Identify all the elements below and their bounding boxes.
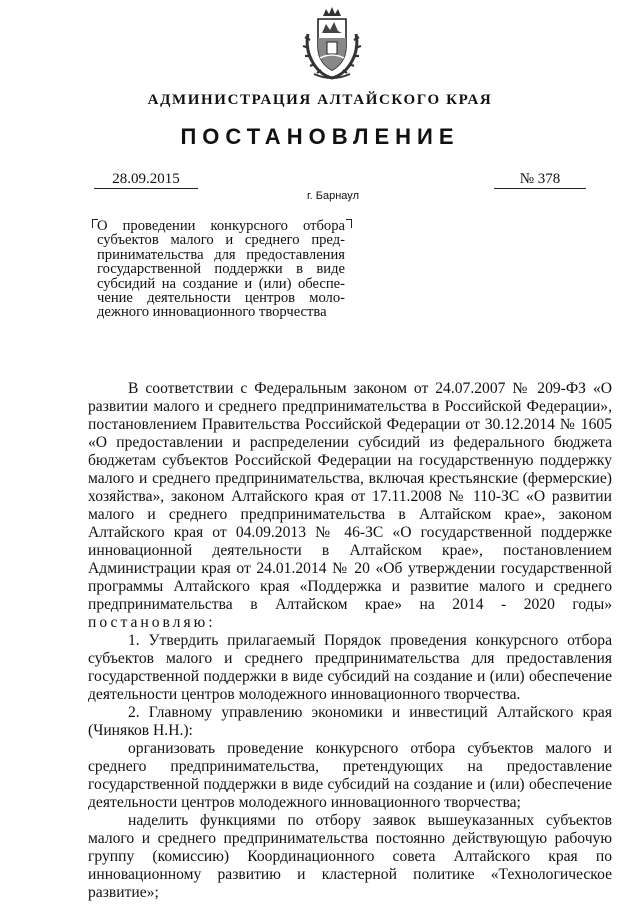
document-number: № 378 <box>494 170 586 189</box>
coat-of-arms-icon <box>296 6 368 82</box>
document-subject <box>97 219 345 320</box>
document-body <box>88 380 612 902</box>
subject-text: О проведении конкурсного отбора субъектов малого и среднего пред-принимательства для предоставления государственной поддержки в виде субсидий на создание и (или) обеспе-чение деятельности центров моло-дежного инновационного творчества <box>97 218 345 321</box>
body-paragraph-1 <box>88 380 612 632</box>
city-name: г. Барнаул <box>307 190 359 202</box>
body-paragraph-3: 2. Главному управлению экономики и инвестиций Алтайского края (Чиняков Н.Н.): <box>88 704 612 739</box>
body-paragraph-5: наделить функциями по отбору заявок вышеуказанных субъектов малого и среднего предпринимательства постоянно действующую рабочую группу (комиссию) Координационного совета Алтайского края по инновационному развитию и кластерной политике «Технологическое развитие»; <box>88 812 612 901</box>
organization-name: АДМИНИСТРАЦИЯ АЛТАЙСКОГО КРАЯ <box>147 92 493 108</box>
body-paragraph-1-text: В соответствии с Федеральным законом от 24.07.2007 № 209-ФЗ «О развитии малого и среднего предпринимательства в Российской Федерации», постановлением Правительства Российской Федерации от 30.12.2014 № 1605 «О предоставлении и распределении субсидий из федерального бюджета бюджетам субъектов Российской Федерации на государственную поддержку малого и среднего предпринимательства, включая крестьянские (фермерские) хозяйства», законом Алтайского края от 17.11.2008 № 110-ЗС «О развитии малого и среднего предпринимательства в Алтайском крае», законом Алтайского края от 04.09.2013 № 46-ЗС «О государственной поддержке инновационной деятельности в Алтайском крае», постановлением Администрации края от 24.01.2014 № 20 «Об утверждении государственной программы Алтайского края «Поддержка и развитие малого и среднего предпринимательства в Алтайском крае» на 2014 - 2020 годы» <box>88 380 612 613</box>
document-date: 28.09.2015 <box>94 170 198 189</box>
body-paragraph-4: организовать проведение конкурсного отбора субъектов малого и среднего предпринимательства, претендующих на предоставление государственной поддержки в виде субсидий на создание и (или) обеспечение деятельности центров молодежного инновационного творчества; <box>88 740 612 811</box>
body-paragraph-2: 1. Утвердить прилагаемый Порядок проведения конкурсного отбора субъектов малого и среднего предпринимательства для предоставления государственной поддержки в виде субсидий на создание и (или) обеспечение деятельности центров молодежного инновационного творчества. <box>88 632 612 703</box>
document-type: ПОСТАНОВЛЕНИЕ <box>180 124 460 149</box>
resolution-keyword: постановляю: <box>88 614 216 631</box>
subject-bracket-right <box>346 219 352 228</box>
